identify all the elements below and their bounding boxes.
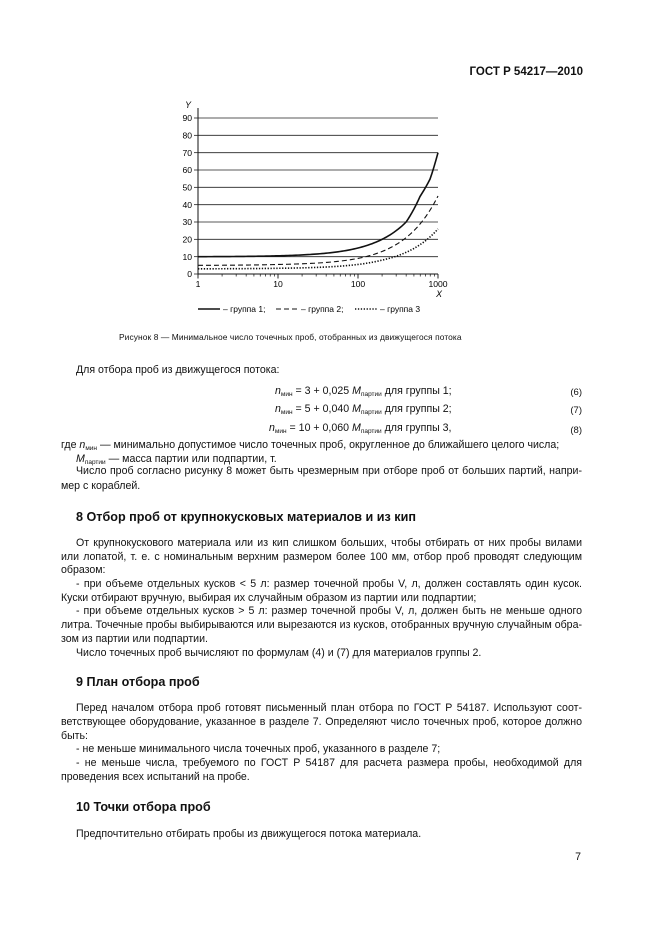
equation-6: $n_{мин} = 3 + 0,025$ $M_{партии}$ для группы 1; — [275, 385, 452, 398]
paragraph-line: мер с кораблей. — [61, 480, 141, 492]
paragraph-line: Предпочтительно отбирать пробы из движущегося потока материала. — [76, 828, 422, 840]
figure-caption: Рисунок 8 — Минимальное число точечных проб, отобранных из движущегося потока — [119, 332, 462, 342]
y-tick-label: 20 — [182, 234, 192, 245]
y-tick-label: 10 — [182, 251, 192, 262]
paragraph-line: проведения всех испытаний на пробе. — [61, 771, 250, 783]
list-item: - не меньше минимального числа точечных проб, указанного в разделе 7; — [76, 743, 441, 755]
page-number: 7 — [575, 851, 581, 863]
paragraph-line: образом: — [61, 564, 106, 576]
x-tick-label: 1000 — [428, 279, 448, 289]
paragraph-line: или лопатой, т. е. с номинальным верхним размером более 100 мм, отбор проб проводят следующим — [61, 551, 582, 563]
x-axis-label: X — [436, 289, 442, 299]
equation-7-number: (7) — [570, 405, 582, 416]
list-item: - при объеме отдельных кусков < 5 л: размер точечной пробы V, л, должен составлять один кусок. — [76, 578, 582, 590]
y-axis-label: Y — [185, 100, 191, 110]
equation-6-number: (6) — [570, 387, 582, 398]
paragraph-line: зом из партии или подпартии. — [61, 633, 208, 645]
paragraph-line: Число точечных проб вычисляют по формулам (4) и (7) для материалов группы 2. — [76, 647, 482, 659]
document-header: ГОСТ Р 54217—2010 — [469, 66, 583, 78]
y-tick-label: 0 — [187, 269, 192, 280]
chart-ticks — [182, 113, 447, 289]
chart-legend — [198, 304, 420, 314]
y-tick-label: 40 — [182, 199, 192, 210]
list-item: - при объеме отдельных кусков > 5 л: размер точечной пробы V, л, должен быть не меньше одного — [76, 605, 582, 617]
list-item: - не меньше числа, требуемого по ГОСТ Р 54187 для расчета размера пробы, необходимой для — [76, 757, 582, 769]
series-line — [198, 196, 438, 265]
equation-8-number: (8) — [570, 425, 582, 436]
equation-8: $n_{мин} = 10 + 0,060$ $M_{партии}$ для группы 3, — [269, 422, 452, 435]
figure-8-chart — [160, 96, 470, 321]
section-9-heading: 9 План отбора проб — [76, 675, 200, 689]
paragraph-line: литра. Точечные пробы выбирываются или вырезаются из кусков, отобранных вручную случайным обра- — [61, 619, 582, 631]
paragraph-line: ветствующее оборудование, указанное в разделе 7. Определяют число точечных проб, которое должно — [61, 716, 582, 728]
equation-7: $n_{мин} = 5 + 0,040$ $M_{партии}$ для группы 2; — [275, 403, 452, 416]
intro-text: Для отбора проб из движущегося потока: — [76, 364, 280, 376]
paragraph-line: Перед началом отбора проб готовят письменный план отбора по ГОСТ Р 54187. Используют соот- — [76, 702, 582, 714]
y-tick-label: 60 — [182, 165, 192, 176]
paragraph-line: Куски отбирают вручную, выбирая их случайным образом из партии или подпартии; — [61, 592, 477, 604]
section-10-heading: 10 Точки отбора проб — [76, 800, 211, 814]
legend-label: – группа 1; — [223, 304, 266, 314]
paragraph-line: Число проб согласно рисунку 8 может быть чрезмерным при отборе проб от больших партий, напри- — [76, 465, 582, 477]
paragraph-line: От крупнокускового материала или из кип слишком больших, чтобы отбирать от них пробы вилами — [76, 537, 582, 549]
paragraph-line: быть: — [61, 730, 88, 742]
legend-label: – группа 2; — [301, 304, 344, 314]
y-tick-label: 50 — [182, 182, 192, 193]
chart-axes — [185, 100, 443, 299]
x-tick-label: 100 — [350, 279, 366, 289]
y-tick-label: 90 — [182, 113, 192, 124]
where-line-2: $M_{партии}$ — масса партии или подпартии, т. — [76, 453, 277, 466]
y-tick-label: 70 — [182, 147, 192, 158]
where-line-1: где $n_{мин}$ — минимально допустимое число точечных проб, округленное до ближайшего целого числа; — [61, 439, 560, 452]
chart-grid — [198, 118, 438, 257]
legend-label: – группа 3 — [380, 304, 421, 314]
x-tick-label: 10 — [273, 279, 283, 289]
section-8-heading: 8 Отбор проб от крупнокусковых материалов и из кип — [76, 510, 416, 524]
x-tick-label: 1 — [195, 279, 201, 289]
y-tick-label: 80 — [182, 130, 192, 141]
y-tick-label: 30 — [182, 217, 192, 228]
